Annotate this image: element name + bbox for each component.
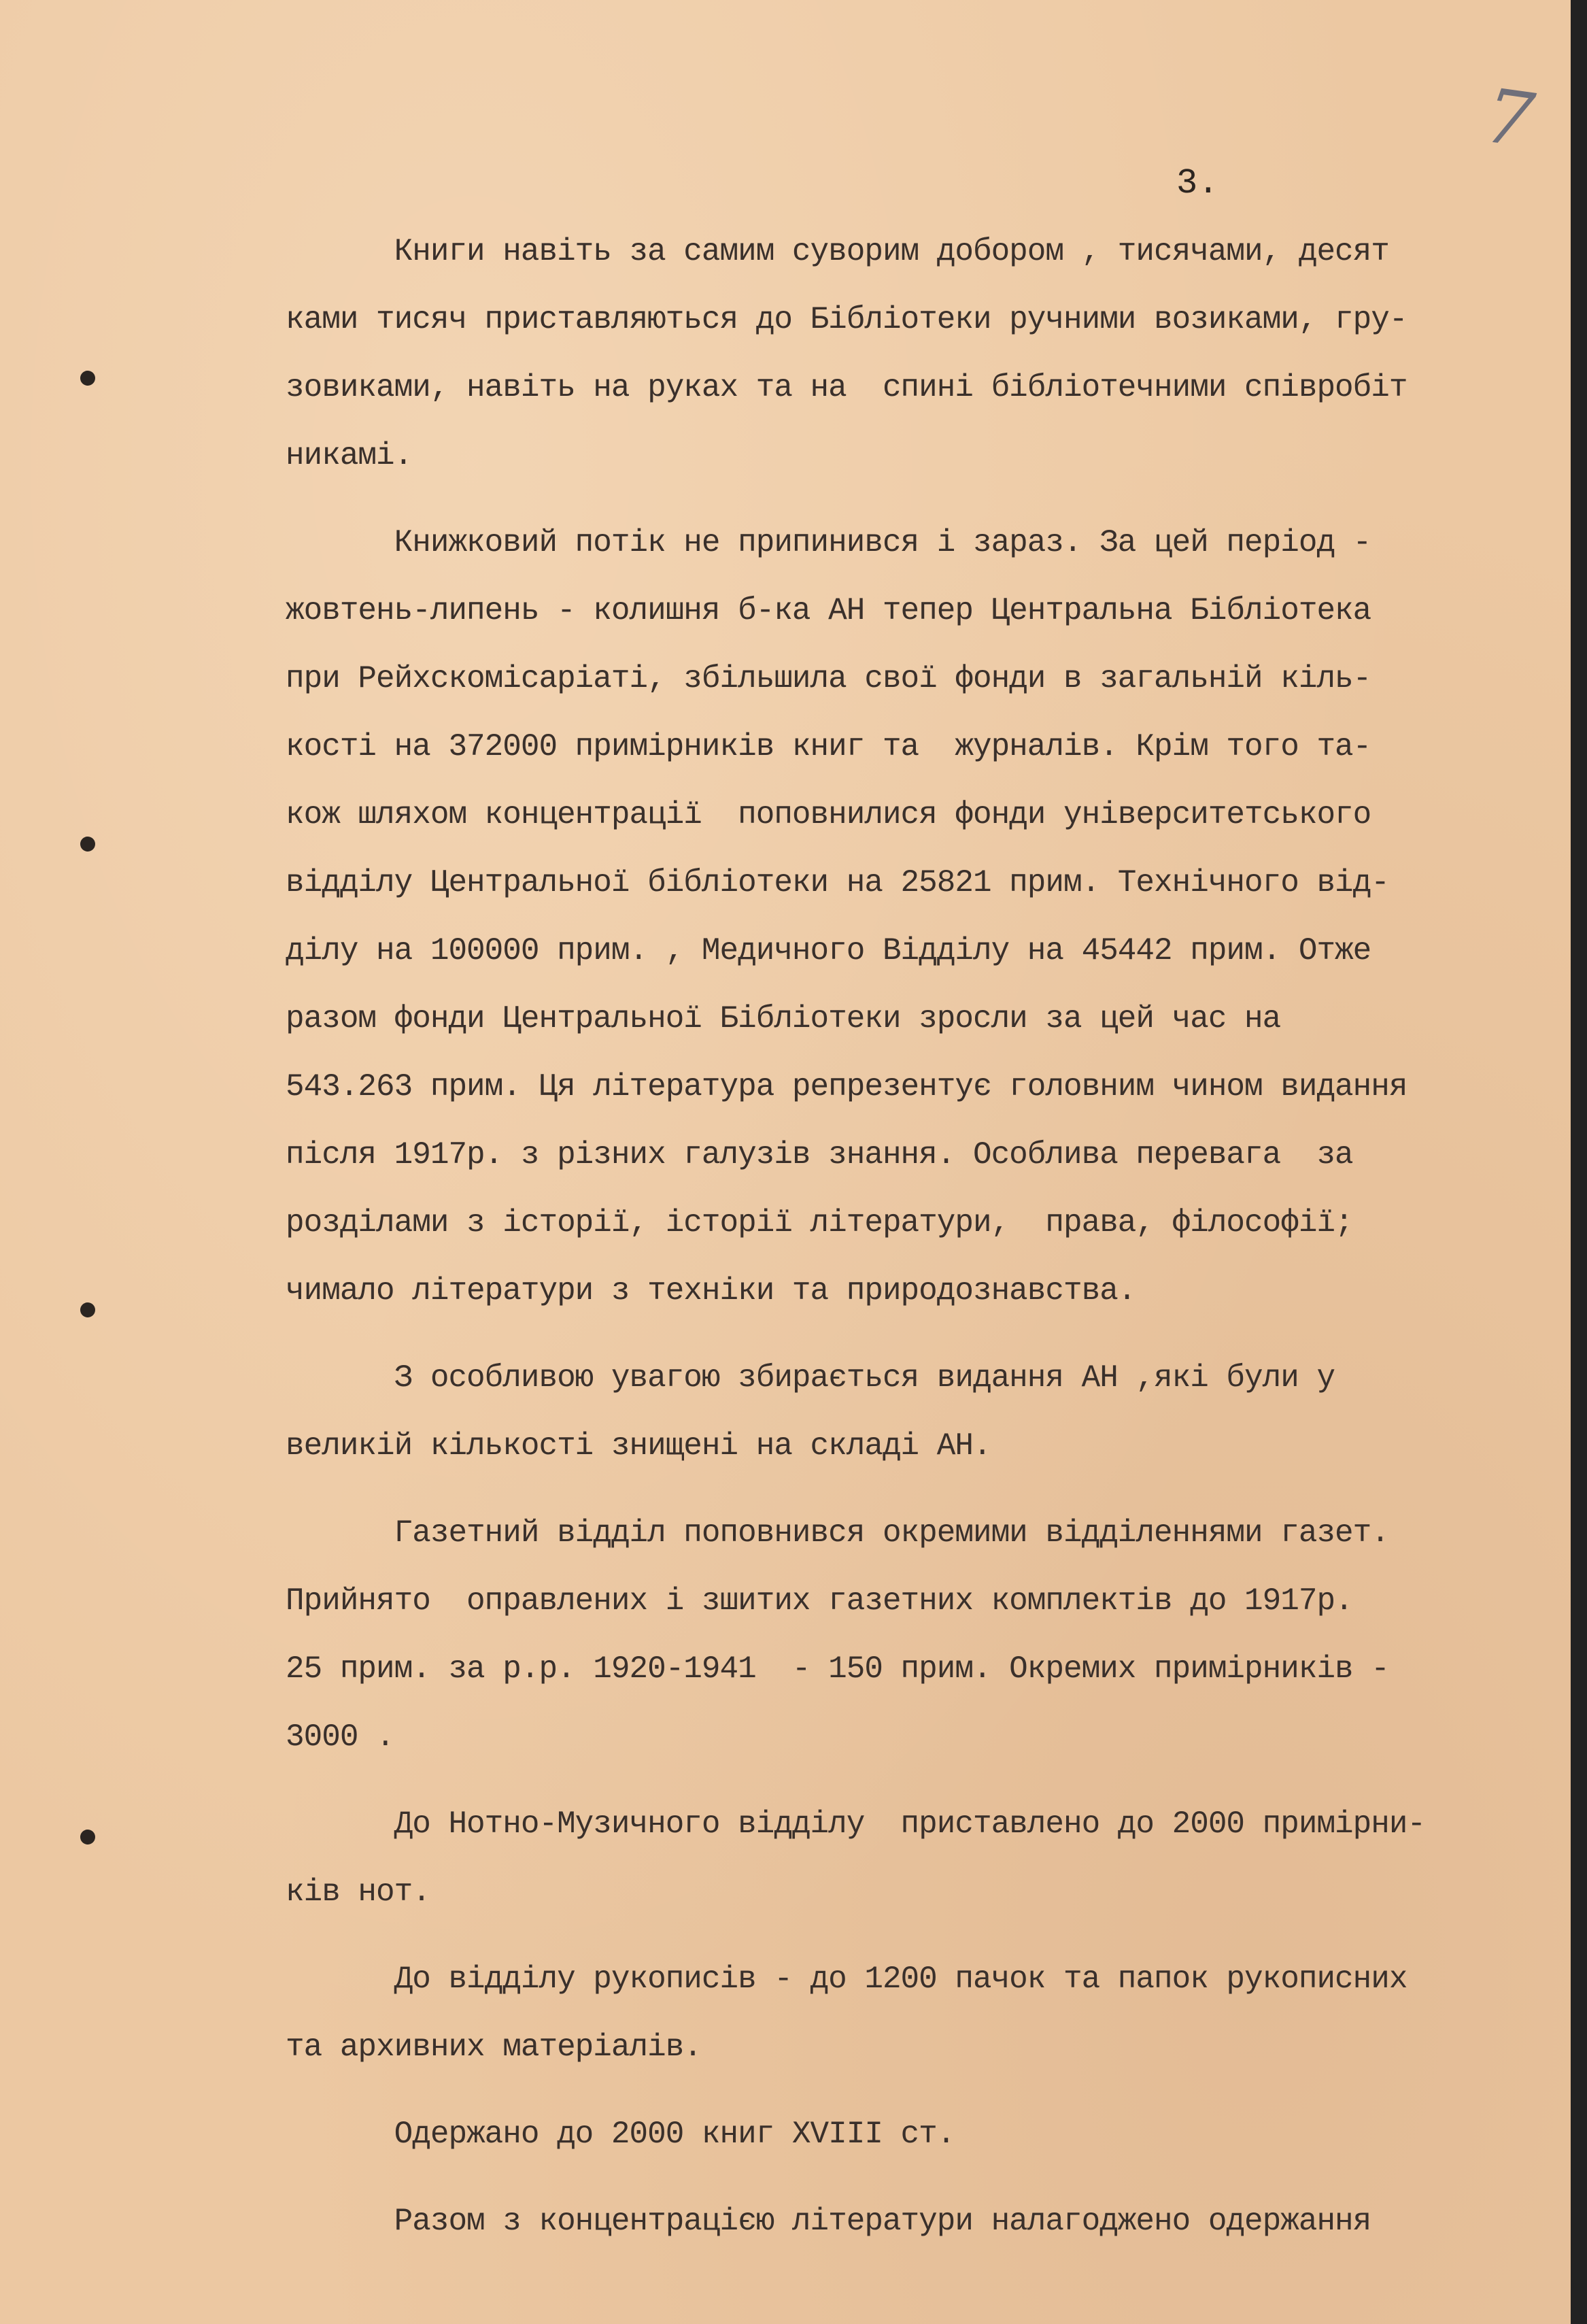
text-line: Книжковий потік не припинився і зараз. За цей період - [286,525,1371,560]
punch-hole [80,1302,95,1317]
paragraph [286,509,1564,1325]
paragraph [286,218,1564,490]
paragraph [286,1790,1564,1926]
page-number: 3. [1176,163,1219,203]
text-line: великій кількості знищені на складі АН. [286,1428,991,1464]
text-line: та архивних матеріалів. [286,2030,702,2065]
typed-text-body [286,218,1564,2274]
text-line: відділу Центральної бібліотеки на 25821 прим. Технічного від- [286,865,1389,900]
text-line: жовтень-липень - колишня б-ка АН тепер Центральна Бібліотека [286,593,1371,628]
text-line: розділами з історії, історії літератури, права, філософії; [286,1205,1353,1241]
punch-hole [80,1830,95,1845]
paragraph [286,2187,1564,2255]
text-line: 3000 . [286,1719,394,1755]
paragraph [286,2100,1564,2168]
text-line: ками тисяч приставляються до Бібліотеки ручними возиками, гру- [286,302,1407,337]
text-line: чимало літератури з техніки та природознавства. [286,1273,1136,1309]
text-line: 543.263 прим. Ця література репрезентує головним чином видання [286,1069,1407,1105]
scan-edge [1571,0,1587,2324]
text-line: 25 прим. за р.р. 1920-1941 - 150 прим. Окремих примірників - [286,1651,1389,1687]
punch-hole [80,371,95,386]
text-line: Газетний відділ поповнився окремими відділеннями газет. [286,1515,1389,1551]
text-line: ділу на 100000 прим. , Медичного Відділу на 45442 прим. Отже [286,933,1371,969]
text-line: Разом з концентрацією літератури налагоджено одержання [286,2204,1371,2239]
text-line: Прийнято оправлених і зшитих газетних комплектів до 1917р. [286,1583,1353,1619]
text-line: при Рейхскомісаріаті, збільшила свої фонди в загальній кіль- [286,661,1371,696]
text-line: До Нотно-Музичного відділу приставлено до 2000 примірни- [286,1806,1426,1842]
text-line: кості на 372000 примірників книг та журналів. Крім того та- [286,729,1371,764]
text-line: Книги навіть за самим суворим добором , тисячами, десят [286,234,1389,269]
text-line: До відділу рукописів - до 1200 пачок та папок рукописних [286,1961,1407,1997]
paragraph [286,1499,1564,1771]
text-line: після 1917р. з різних галузів знання. Особлива перевага за [286,1137,1353,1173]
archive-folio-number: 7 [1480,71,1539,165]
text-line: Одержано до 2000 книг XVIII ст. [286,2117,955,2152]
text-line: разом фонди Центральної Бібліотеки зросли за цей час на [286,1001,1281,1037]
paragraph [286,1945,1564,2081]
text-line: никамі. [286,438,413,473]
text-line: кож шляхом концентрації поповнилися фонди університетського [286,797,1371,832]
text-line: З особливою увагою збирається видання АН ,які були у [286,1360,1335,1396]
paragraph [286,1344,1564,1480]
text-line: зовиками, навіть на руках та на спині бібліотечними співробіт [286,370,1407,405]
text-line: ків нот. [286,1874,430,1910]
punch-hole [80,837,95,852]
